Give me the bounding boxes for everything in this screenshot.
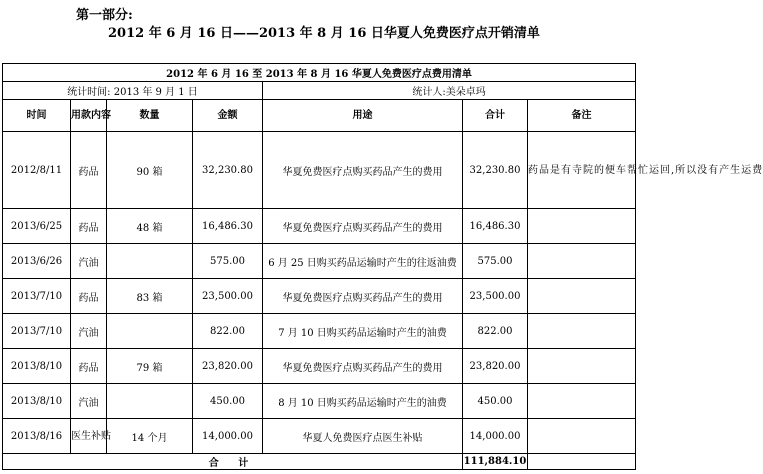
cell-total: 23,820.00	[463, 349, 528, 384]
total-label: 合 计	[3, 454, 463, 470]
cell-amount: 450.00	[193, 384, 263, 419]
cell-amount: 14,000.00	[193, 419, 263, 454]
col-header-note: 备注	[528, 100, 636, 132]
cell-amount: 23,500.00	[193, 279, 263, 314]
cell-note	[528, 244, 636, 279]
cell-amount: 575.00	[193, 244, 263, 279]
table-row	[3, 349, 636, 384]
col-header-amount: 金额	[193, 100, 263, 132]
col-header-item: 用款内容	[71, 100, 107, 132]
cell-qty: 90 箱	[107, 132, 193, 209]
table-row	[3, 384, 636, 419]
cell-note	[528, 384, 636, 419]
cell-date: 2012/8/11	[3, 132, 71, 209]
total-note-cell	[528, 454, 636, 470]
total-row	[3, 454, 636, 470]
cell-purpose: 华夏人免费医疗点医生补贴	[263, 419, 463, 454]
grand-total: 111,884.10	[463, 454, 528, 470]
col-header-purpose: 用途	[263, 100, 463, 132]
cell-purpose: 华夏免费医疗点购买药品产生的费用	[263, 349, 463, 384]
expense-table	[2, 63, 763, 470]
table-row	[3, 132, 636, 209]
cell-date: 2013/7/10	[3, 314, 71, 349]
meta-row	[3, 82, 636, 100]
cell-purpose: 华夏免费医疗点购买药品产生的费用	[263, 209, 463, 244]
stat-time: 统计时间: 2013 年 9 月 1 日	[3, 82, 263, 100]
header-row	[3, 100, 636, 132]
cell-qty	[107, 244, 193, 279]
cell-item: 药品	[71, 349, 107, 384]
cell-total: 450.00	[463, 384, 528, 419]
cell-item: 汽油	[71, 244, 107, 279]
table-row	[3, 314, 636, 349]
cell-note	[528, 209, 636, 244]
cell-purpose: 8 月 10 日购买药品运输时产生的油费	[263, 384, 463, 419]
cell-note	[528, 314, 636, 349]
cell-item: 药品	[71, 209, 107, 244]
cell-date: 2013/7/10	[3, 279, 71, 314]
cell-purpose: 华夏免费医疗点购买药品产生的费用	[263, 132, 463, 209]
table-title: 2012 年 6 月 16 至 2013 年 8 月 16 华夏人免费医疗点费用清单	[3, 64, 636, 82]
cell-amount: 32,230.80	[193, 132, 263, 209]
cell-qty: 14 个月	[107, 419, 193, 454]
cell-date: 2013/8/10	[3, 349, 71, 384]
part-heading: 第一部分:	[76, 8, 133, 23]
cell-purpose: 7 月 10 日购买药品运输时产生的油费	[263, 314, 463, 349]
cell-note	[528, 419, 636, 454]
cell-qty: 83 箱	[107, 279, 193, 314]
cell-qty	[107, 384, 193, 419]
cell-item: 药品	[71, 279, 107, 314]
cell-item: 汽油	[71, 314, 107, 349]
col-header-date: 时间	[3, 100, 71, 132]
cell-note: 药品是有寺院的便车帮忙运回,所以没有产生运费	[528, 132, 636, 209]
cell-amount: 822.00	[193, 314, 263, 349]
table-row	[3, 279, 636, 314]
table-row	[3, 419, 636, 454]
table-title-row	[3, 64, 636, 82]
cell-date: 2013/6/25	[3, 209, 71, 244]
cell-qty	[107, 314, 193, 349]
cell-total: 575.00	[463, 244, 528, 279]
cell-qty: 79 箱	[107, 349, 193, 384]
cell-purpose: 华夏免费医疗点购买药品产生的费用	[263, 279, 463, 314]
cell-purpose: 6 月 25 日购买药品运输时产生的往返油费	[263, 244, 463, 279]
cell-total: 32,230.80	[463, 132, 528, 209]
col-header-total: 合计	[463, 100, 528, 132]
table-row	[3, 209, 636, 244]
cell-qty: 48 箱	[107, 209, 193, 244]
cell-amount: 23,820.00	[193, 349, 263, 384]
cell-total: 822.00	[463, 314, 528, 349]
cell-item: 汽油	[71, 384, 107, 419]
cell-date: 2013/8/16	[3, 419, 71, 454]
table-row	[3, 244, 636, 279]
cell-date: 2013/8/10	[3, 384, 71, 419]
cell-date: 2013/6/26	[3, 244, 71, 279]
cell-item: 药品	[71, 132, 107, 209]
cell-total: 16,486.30	[463, 209, 528, 244]
cell-amount: 16,486.30	[193, 209, 263, 244]
cell-total: 23,500.00	[463, 279, 528, 314]
cell-total: 14,000.00	[463, 419, 528, 454]
cell-note	[528, 279, 636, 314]
col-header-qty: 数量	[107, 100, 193, 132]
document-subtitle: 2012 年 6 月 16 日——2013 年 8 月 16 日华夏人免费医疗点开销清单	[108, 26, 540, 41]
stat-person: 统计人:美朵卓玛	[263, 82, 636, 100]
cell-item: 医生补贴	[71, 419, 107, 454]
cell-note	[528, 349, 636, 384]
